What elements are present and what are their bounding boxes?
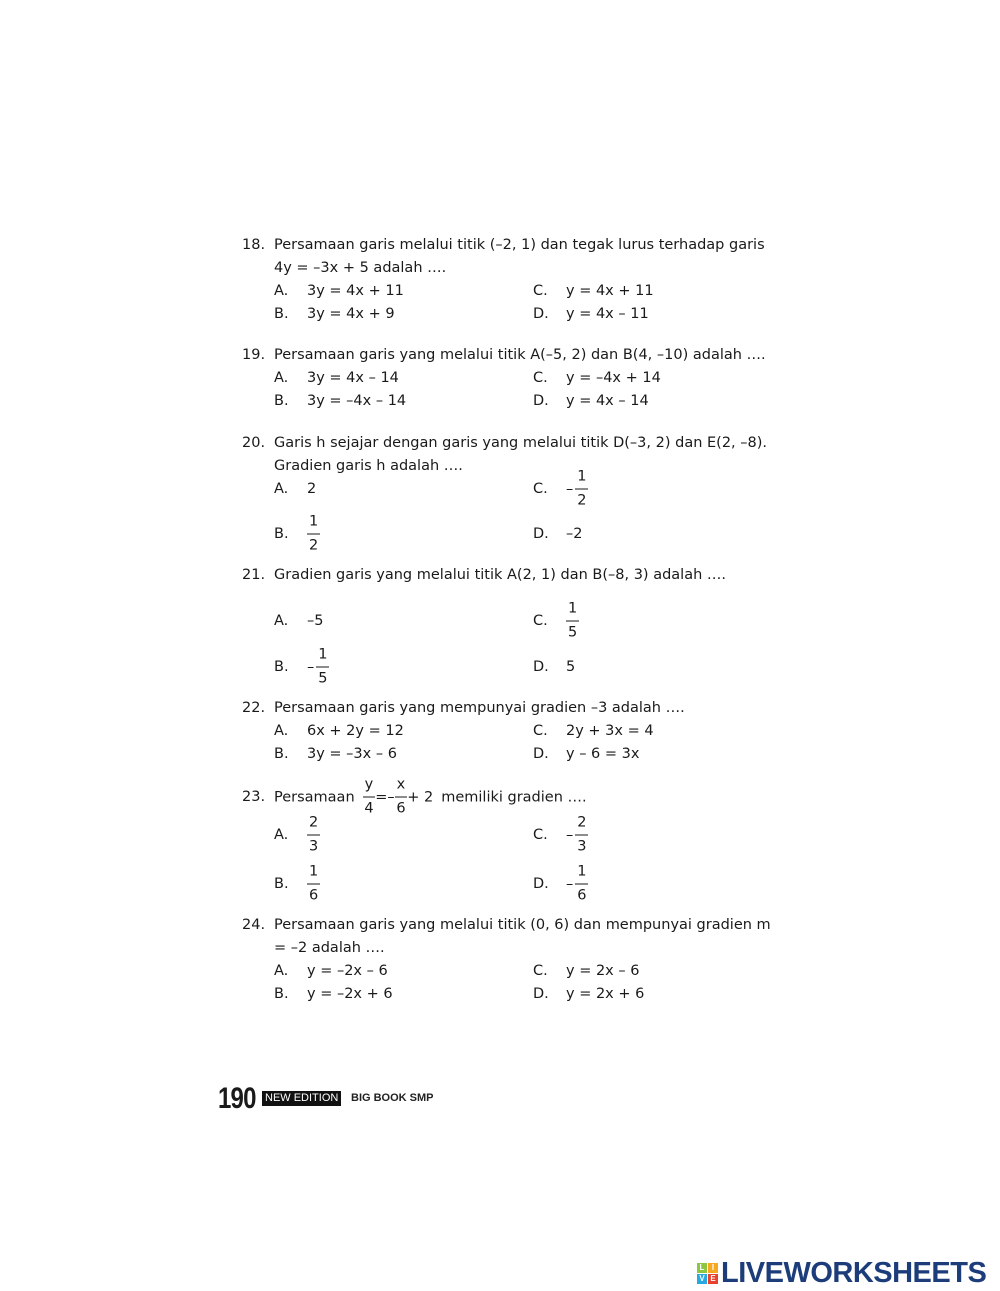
numerator: 1	[307, 514, 320, 535]
fraction	[575, 864, 588, 905]
fraction	[395, 777, 408, 818]
option-value-b	[307, 514, 320, 555]
constant-term: + 2	[407, 789, 434, 805]
numerator: 1	[307, 864, 320, 885]
question-text: Garis h sejajar dengan garis yang melalui titik D(–3, 2) dan E(2, –8).	[274, 435, 768, 451]
question-text: Persamaan garis yang mempunyai gradien –3 adalah ….	[274, 700, 685, 716]
option-value-d: y – 6 = 3x	[566, 746, 640, 762]
option-value-b	[307, 864, 320, 905]
logo-text: LIVEWORKSHEETS	[721, 1257, 987, 1289]
question-number: 20.	[242, 435, 266, 451]
option-value-a: 3y = 4x + 11	[307, 283, 404, 299]
option-letter: B.	[274, 746, 289, 762]
question-number: 18.	[242, 237, 266, 253]
option-letter: C.	[533, 723, 548, 739]
option-letter: D.	[533, 876, 549, 892]
question-text: 4y = –3x + 5 adalah ….	[274, 260, 447, 276]
denominator: 2	[577, 492, 587, 509]
numerator: 2	[307, 815, 320, 836]
option-value-d	[566, 864, 588, 905]
option-letter: D.	[533, 526, 549, 542]
fraction	[575, 815, 588, 856]
option-value-a: 3y = 4x – 14	[307, 370, 399, 386]
question-number: 24.	[242, 917, 266, 933]
question-text: Persamaan garis yang melalui titik A(–5, 2) dan B(4, –10) adalah ….	[274, 347, 766, 363]
option-letter: C.	[533, 283, 548, 299]
question-text-with-equation	[274, 777, 587, 818]
option-value-d: y = 4x – 14	[566, 393, 649, 409]
logo-blocks-icon: L I V E	[697, 1263, 718, 1284]
denominator: 2	[309, 537, 319, 554]
option-letter: B.	[274, 659, 289, 675]
question-number: 22.	[242, 700, 266, 716]
question-text: Gradien garis yang melalui titik A(2, 1) dan B(–8, 3) adalah ….	[274, 567, 726, 583]
option-letter: D.	[533, 986, 549, 1002]
minus-sign: –	[307, 659, 315, 675]
option-letter: B.	[274, 393, 289, 409]
question-text: = –2 adalah ….	[274, 940, 385, 956]
option-letter: A.	[274, 963, 289, 979]
option-value-d: y = 4x – 11	[566, 306, 649, 322]
question-text: Persamaan garis yang melalui titik (0, 6) dan mempunyai gradien m	[274, 917, 771, 933]
option-letter: A.	[274, 481, 289, 497]
fraction	[307, 864, 320, 905]
numerator: 1	[575, 469, 588, 490]
option-letter: A.	[274, 370, 289, 386]
option-letter: C.	[533, 827, 548, 843]
minus-sign: –	[566, 876, 574, 892]
numerator: 1	[566, 601, 579, 622]
numerator: y	[363, 777, 376, 798]
option-letter: B.	[274, 986, 289, 1002]
option-value-d: y = 2x + 6	[566, 986, 645, 1002]
option-value-c	[566, 469, 588, 510]
option-letter: C.	[533, 613, 548, 629]
question-number: 21.	[242, 567, 266, 583]
equation	[363, 777, 434, 818]
option-letter: B.	[274, 526, 289, 542]
denominator: 6	[577, 887, 587, 904]
denominator: 3	[309, 838, 319, 855]
option-value-d: 5	[566, 659, 576, 675]
option-value-c: y = 4x + 11	[566, 283, 654, 299]
option-value-a: –5	[307, 613, 324, 629]
minus-sign: –	[566, 827, 574, 843]
option-value-b: 3y = –4x – 14	[307, 393, 407, 409]
option-letter: A.	[274, 723, 289, 739]
option-letter: A.	[274, 283, 289, 299]
page-number: 190	[218, 1082, 256, 1115]
option-letter: B.	[274, 876, 289, 892]
denominator: 5	[318, 670, 328, 687]
numerator: 1	[575, 864, 588, 885]
option-value-a	[307, 815, 320, 856]
option-letter: A.	[274, 613, 289, 629]
option-letter: A.	[274, 827, 289, 843]
option-value-b	[307, 647, 329, 688]
fraction	[307, 815, 320, 856]
question-number: 19.	[242, 347, 266, 363]
option-letter: D.	[533, 746, 549, 762]
fraction	[566, 601, 579, 642]
option-letter: C.	[533, 963, 548, 979]
question-text: Persamaan	[274, 789, 355, 805]
option-value-c: y = 2x – 6	[566, 963, 640, 979]
denominator: 3	[577, 838, 587, 855]
liveworksheets-logo	[697, 1257, 986, 1290]
option-letter: D.	[533, 393, 549, 409]
option-value-b: 3y = 4x + 9	[307, 306, 395, 322]
option-value-a: y = –2x – 6	[307, 963, 388, 979]
option-value-c	[566, 601, 579, 642]
option-value-c	[566, 815, 588, 856]
numerator: 1	[316, 647, 329, 668]
fraction	[363, 777, 376, 818]
option-letter: D.	[533, 306, 549, 322]
fraction	[307, 514, 320, 555]
minus-sign: –	[387, 789, 395, 805]
question-text: Persamaan garis melalui titik (–2, 1) dan tegak lurus terhadap garis	[274, 237, 765, 253]
question-text: Gradien garis h adalah ….	[274, 458, 463, 474]
option-letter: C.	[533, 370, 548, 386]
minus-sign: –	[566, 481, 574, 497]
option-value-a: 2	[307, 481, 317, 497]
equals-sign: =	[375, 789, 388, 805]
option-letter: B.	[274, 306, 289, 322]
question-number: 23.	[242, 789, 266, 805]
option-value-a: 6x + 2y = 12	[307, 723, 404, 739]
option-value-b: 3y = –3x – 6	[307, 746, 397, 762]
option-letter: D.	[533, 659, 549, 675]
fraction	[575, 469, 588, 510]
denominator: 6	[396, 800, 406, 817]
option-letter: C.	[533, 481, 548, 497]
fraction	[316, 647, 329, 688]
book-title: BIG BOOK SMP	[351, 1092, 434, 1104]
option-value-b: y = –2x + 6	[307, 986, 393, 1002]
numerator: 2	[575, 815, 588, 836]
denominator: 5	[568, 624, 578, 641]
denominator: 6	[309, 887, 319, 904]
edition-badge: NEW EDITION	[262, 1091, 341, 1106]
option-value-d: –2	[566, 526, 583, 542]
option-value-c: y = –4x + 14	[566, 370, 661, 386]
numerator: x	[395, 777, 408, 798]
denominator: 4	[364, 800, 374, 817]
option-value-c: 2y + 3x = 4	[566, 723, 654, 739]
question-text: memiliki gradien ….	[441, 789, 587, 805]
